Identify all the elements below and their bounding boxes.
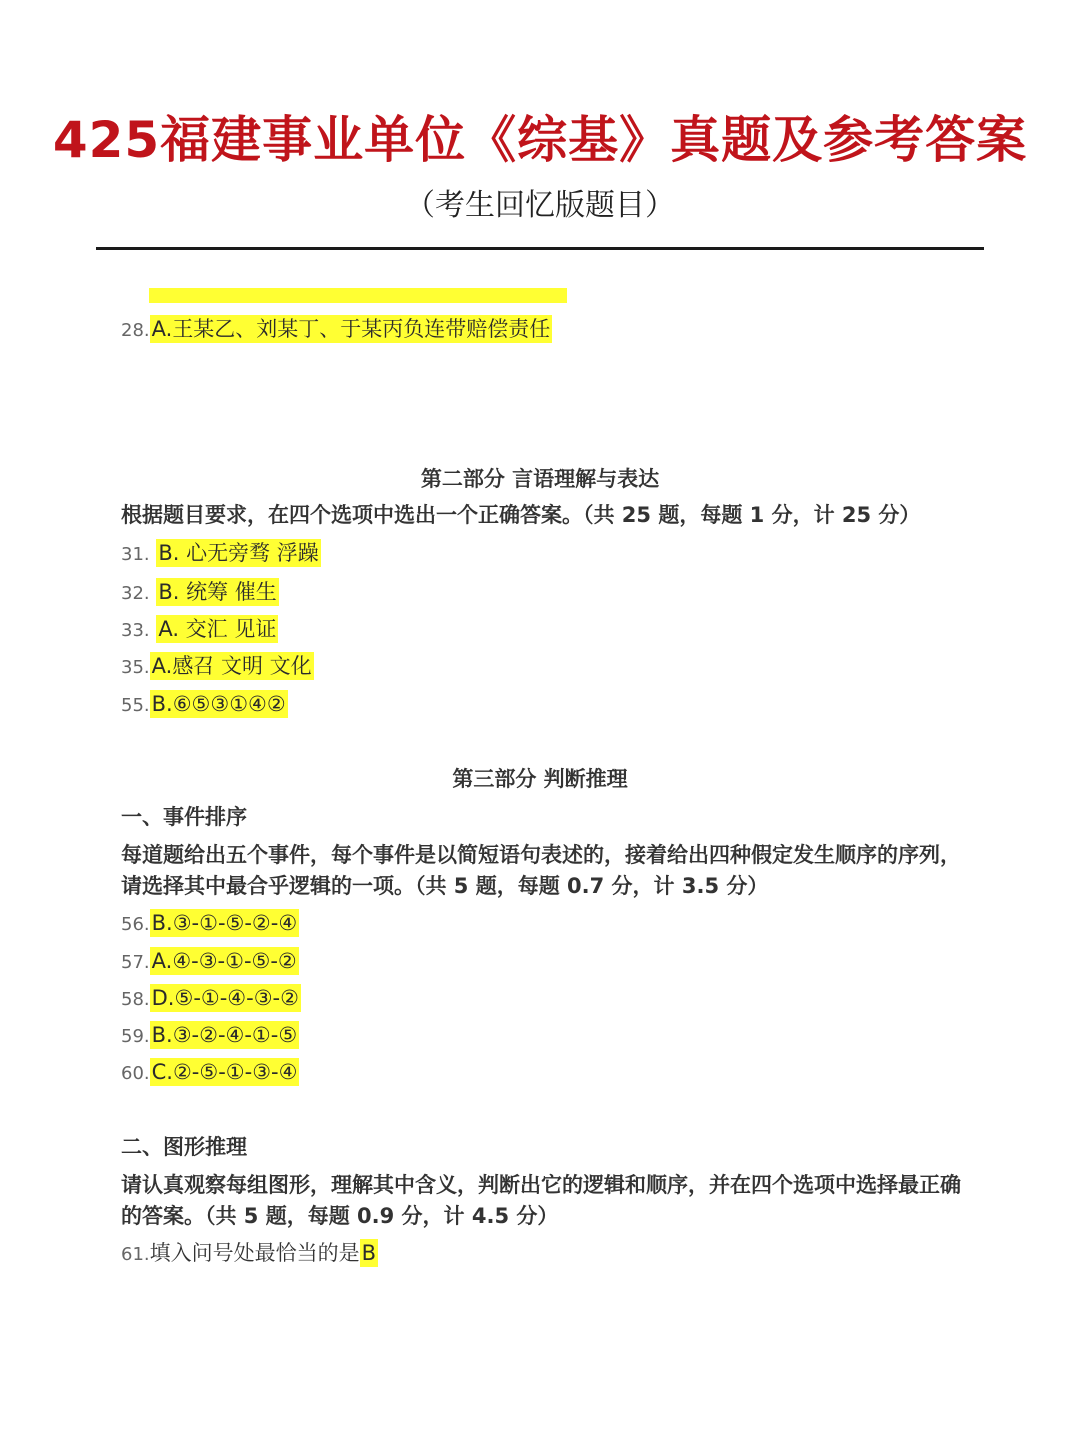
answer-text: B. 统筹 催生 — [158, 580, 277, 604]
answer-text: B.③-①-⑤-②-④ — [151, 911, 298, 935]
answer-text: B — [361, 1241, 377, 1265]
question-text: 填入问号处最恰当的是 — [149, 1241, 360, 1265]
answer-number: 60. — [121, 1063, 150, 1084]
answer-28 — [121, 314, 552, 344]
answer-text: A.④-③-①-⑤-② — [151, 949, 297, 973]
answer-text: B.③-②-④-①-⑤ — [151, 1023, 298, 1047]
section2-heading: 二、图形推理 — [121, 1135, 247, 1159]
answer-58 — [121, 983, 301, 1013]
answer-number: 55. — [121, 695, 150, 716]
answer-text: D.⑤-①-④-③-② — [151, 986, 299, 1010]
answer-number: 35. — [121, 657, 150, 678]
cropped-answer-line — [149, 288, 567, 303]
answer-33 — [121, 614, 278, 644]
answer-text: A.感召 文明 文化 — [151, 654, 312, 678]
answer-number: 58. — [121, 989, 150, 1010]
page-title: 425福建事业单位《综基》真题及参考答案 — [52, 111, 1028, 169]
answer-text: C.②-⑤-①-③-④ — [151, 1060, 298, 1084]
answer-number: 33. — [121, 620, 150, 641]
answer-57 — [121, 946, 299, 976]
answer-number: 59. — [121, 1026, 150, 1047]
part2-heading: 第二部分 言语理解与表达 — [420, 467, 660, 491]
answer-text: B.⑥⑤③①④② — [151, 692, 286, 716]
page-subtitle: （考生回忆版题目） — [405, 188, 675, 223]
section1-instruction: 每道题给出五个事件，每个事件是以简短语句表述的，接着给出四种假定发生顺序的序列，请选择其中最合乎逻辑的一项。（共 5 题，每题 0.7 分，计 3.5 分） — [121, 843, 961, 898]
answer-61 — [121, 1238, 378, 1268]
section1-heading: 一、事件排序 — [121, 805, 247, 829]
answer-number: 56. — [121, 914, 150, 935]
answer-number: 32. — [121, 583, 150, 604]
part2-instruction: 根据题目要求，在四个选项中选出一个正确答案。（共 25 题，每题 1 分，计 25 分） — [121, 503, 921, 527]
answer-number: 31. — [121, 544, 150, 565]
answer-56 — [121, 908, 299, 938]
section2-instruction: 请认真观察每组图形，理解其中含义，判断出它的逻辑和顺序，并在四个选项中选择最正确的答案。（共 5 题，每题 0.9 分，计 4.5 分） — [121, 1173, 961, 1228]
answer-32 — [121, 577, 279, 607]
answer-text: A. 交汇 见证 — [158, 617, 277, 641]
answer-31 — [121, 538, 321, 568]
answer-text: A.王某乙、刘某丁、于某丙负连带赔偿责任 — [151, 317, 551, 341]
answer-text: B. 心无旁骛 浮躁 — [158, 541, 319, 565]
answer-number: 57. — [121, 952, 150, 973]
part3-heading: 第三部分 判断推理 — [452, 767, 628, 791]
answer-35 — [121, 651, 314, 681]
answer-60 — [121, 1057, 299, 1087]
answer-55 — [121, 689, 288, 719]
answer-59 — [121, 1020, 299, 1050]
header-divider — [96, 247, 984, 250]
answer-number: 28. — [121, 320, 150, 341]
answer-number: 61. — [121, 1244, 150, 1265]
